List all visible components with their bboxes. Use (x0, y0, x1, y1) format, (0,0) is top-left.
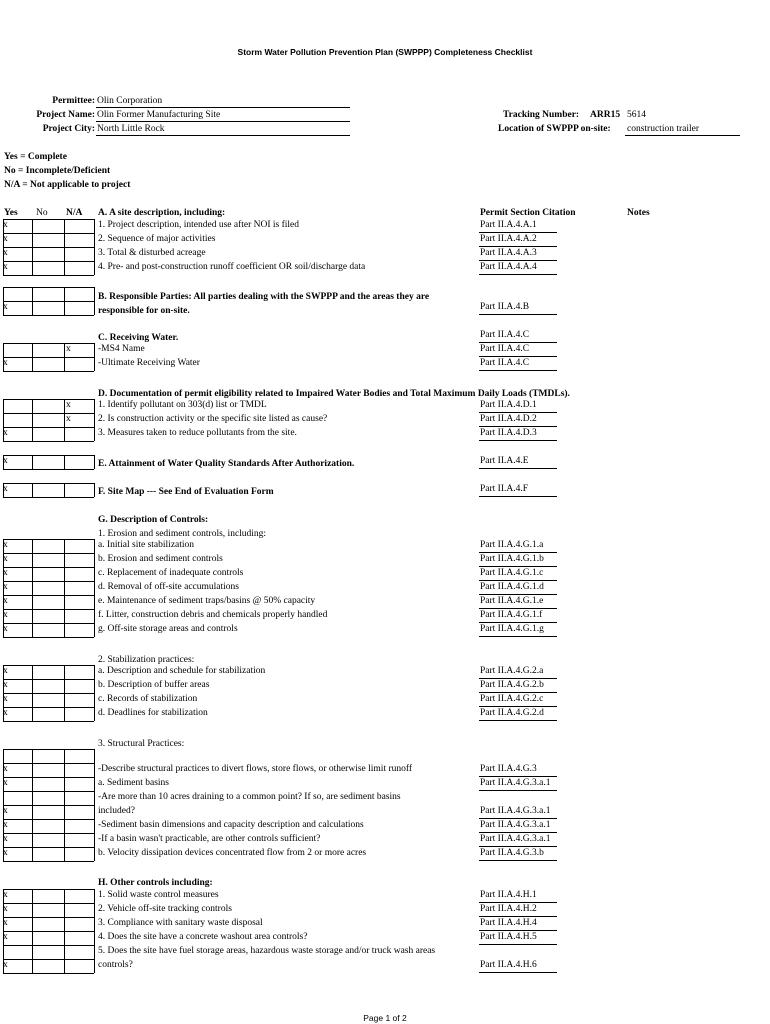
permit-citation: Part II.A.4.G.1.g (480, 624, 544, 634)
location-label: Location of SWPPP on-site: (498, 124, 611, 134)
grid-line (94, 665, 95, 721)
permit-citation: Part II.A.4.G.3.a.1 (480, 778, 551, 788)
permit-citation: Part II.A.4.E (480, 456, 529, 466)
col-notes: Notes (627, 208, 650, 218)
item-text: -If a basin wasn't practicable, are other controls sufficient? (98, 834, 321, 844)
citation-underline (479, 246, 557, 247)
grid-line (3, 763, 94, 764)
yes-mark: x (3, 764, 8, 774)
permit-citation: Part II.A.4.G.3.a.1 (480, 820, 551, 830)
grid-line (3, 497, 94, 498)
item-text: controls? (98, 960, 133, 970)
grid-line (3, 819, 94, 820)
grid-line (32, 483, 33, 497)
permit-citation: Part II.A.4.A.4 (480, 262, 537, 272)
grid-line (3, 889, 94, 890)
grid-line (94, 483, 95, 497)
heading-a: A. A site description, including: (98, 208, 226, 218)
yes-mark: x (3, 680, 8, 690)
permit-citation: Part II.A.4.C (480, 330, 530, 340)
grid-line (3, 357, 94, 358)
item-text: -Sediment basin dimensions and capacity description and calculations (98, 820, 364, 830)
grid-line (3, 287, 94, 288)
yes-mark: x (3, 834, 8, 844)
citation-underline (479, 370, 557, 371)
citation-underline (479, 916, 557, 917)
heading-g: G. Description of Controls: (98, 515, 209, 525)
grid-line (3, 903, 94, 904)
item-text: c. Records of stabilization (98, 694, 198, 704)
permit-citation: Part II.A.4.H.1 (480, 890, 537, 900)
project-city-value: North Little Rock (97, 124, 165, 134)
tracking-label: Tracking Number: (503, 110, 580, 120)
item-text: a. Description and schedule for stabilization (98, 666, 266, 676)
grid-line (3, 665, 94, 666)
citation-underline (479, 972, 557, 973)
heading-b-line1: B. Responsible Parties: All parties dealing with the SWPPP and the areas they are (98, 292, 430, 302)
citation-underline (479, 706, 557, 707)
grid-line (3, 247, 94, 248)
item-text: 2. Sequence of major activities (98, 234, 216, 244)
citation-underline (479, 776, 557, 777)
grid-line (3, 483, 94, 484)
citation-underline (479, 566, 557, 567)
grid-line (3, 945, 94, 946)
location-underline (625, 135, 740, 136)
permit-citation: Part II.A.4.A.3 (480, 248, 537, 258)
permit-citation: Part II.A.4.D.3 (480, 428, 537, 438)
item-text: f. Litter, construction debris and chemicals properly handled (98, 610, 328, 620)
heading-c: C. Receiving Water. (98, 333, 179, 343)
grid-line (94, 399, 95, 441)
grid-line (3, 833, 94, 834)
heading-g2: 2. Stabilization practices: (98, 655, 195, 665)
permit-citation: Part II.A.4.G.2.b (480, 680, 544, 690)
grid-line (3, 749, 94, 750)
citation-underline (479, 790, 557, 791)
col-na: N/A (66, 208, 83, 218)
citation-underline (479, 314, 557, 315)
citation-underline (479, 692, 557, 693)
grid-line (94, 539, 95, 637)
grid-line (3, 371, 94, 372)
grid-line (3, 469, 94, 470)
grid-line (94, 219, 95, 275)
citation-underline (479, 622, 557, 623)
grid-line (3, 539, 94, 540)
col-citation: Permit Section Citation (480, 208, 576, 218)
citation-underline (479, 440, 557, 441)
heading-b-line2: responsible for on-site. (98, 306, 190, 316)
yes-mark: x (3, 624, 8, 634)
citation-underline (479, 608, 557, 609)
item-text: 3. Total & disturbed acreage (98, 248, 206, 258)
grid-line (3, 233, 94, 234)
item-text: 1. Identify pollutant on 303(d) list or TMDL (98, 400, 267, 410)
page-title: Storm Water Pollution Prevention Plan (SWPPP) Completeness Checklist (237, 47, 533, 57)
yes-mark: x (3, 904, 8, 914)
item-text: 3. Compliance with sanitary waste disposal (98, 918, 263, 928)
item-text: e. Maintenance of sediment traps/basins @ 50% capacity (98, 596, 316, 606)
grid-line (3, 637, 94, 638)
permit-citation: Part II.A.4.D.2 (480, 414, 537, 424)
grid-line (94, 889, 95, 973)
grid-line (3, 693, 94, 694)
citation-underline (479, 930, 557, 931)
permit-citation: Part II.A.4.F (480, 484, 529, 494)
grid-line (3, 455, 94, 456)
permit-citation: Part II.A.4.A.1 (480, 220, 537, 230)
grid-line (3, 805, 94, 806)
grid-line (3, 301, 94, 302)
permit-citation: Part II.A.4.D.1 (480, 400, 537, 410)
na-mark: x (66, 414, 71, 424)
yes-mark: x (3, 262, 8, 272)
citation-underline (479, 860, 557, 861)
citation-underline (479, 720, 557, 721)
heading-d: D. Documentation of permit eligibility related to Impaired Water Bodies and Total Maximum Daily Loads (TMDLs). (98, 389, 570, 399)
yes-mark: x (3, 568, 8, 578)
permit-citation: Part II.A.4.H.5 (480, 932, 537, 942)
na-mark: x (66, 400, 71, 410)
grid-line (64, 399, 65, 441)
grid-line (3, 623, 94, 624)
item-text: a. Initial site stabilization (98, 540, 195, 550)
yes-mark: x (3, 806, 8, 816)
yes-mark: x (3, 918, 8, 928)
grid-line (3, 413, 94, 414)
grid-line (3, 973, 94, 974)
yes-mark: x (3, 778, 8, 788)
permit-citation: Part II.A.4.G.1.d (480, 582, 544, 592)
heading-e: E. Attainment of Water Quality Standards After Authorization. (98, 459, 355, 469)
item-text: b. Velocity dissipation devices concentrated flow from 2 or more acres (98, 848, 367, 858)
yes-mark: x (3, 708, 8, 718)
citation-underline (479, 412, 557, 413)
permit-citation: Part II.A.4.G.2.a (480, 666, 544, 676)
legend-yes: Yes = Complete (4, 152, 67, 162)
item-text: -Ultimate Receiving Water (98, 358, 200, 368)
grid-line (3, 275, 94, 276)
yes-mark: x (3, 540, 8, 550)
yes-mark: x (3, 666, 8, 676)
citation-underline (479, 678, 557, 679)
project-city-underline (96, 135, 350, 136)
grid-line (94, 455, 95, 469)
item-text: d. Deadlines for stabilization (98, 708, 208, 718)
permit-citation: Part II.A.4.G.1.c (480, 568, 544, 578)
grid-line (3, 595, 94, 596)
item-text: 2. Vehicle off-site tracking controls (98, 904, 232, 914)
grid-line (3, 777, 94, 778)
yes-mark: x (3, 694, 8, 704)
permit-citation: Part II.A.4.H.4 (480, 918, 537, 928)
permit-citation: Part II.A.4.A.2 (480, 234, 537, 244)
citation-underline (479, 594, 557, 595)
item-text: a. Sediment basins (98, 778, 169, 788)
citation-underline (479, 496, 557, 497)
item-text: 4. Pre- and post-construction runoff coefficient OR soil/discharge data (98, 262, 366, 272)
yes-mark: x (3, 358, 8, 368)
grid-line (3, 427, 94, 428)
project-city-label: Project City: (42, 124, 95, 134)
permit-citation: Part II.A.4.G.3.b (480, 848, 544, 858)
permit-citation: Part II.A.4.B (480, 302, 530, 312)
legend-no: No = Incomplete/Deficient (4, 166, 111, 176)
grid-line (3, 581, 94, 582)
grid-line (32, 399, 33, 441)
grid-line (3, 315, 94, 316)
yes-mark: x (3, 610, 8, 620)
item-text: b. Description of buffer areas (98, 680, 210, 690)
permit-citation: Part II.A.4.G.2.c (480, 694, 544, 704)
col-no: No (36, 208, 48, 218)
item-text: 5. Does the site have fuel storage areas, hazardous waste storage and/or truck wash areas (98, 946, 436, 956)
item-text: b. Erosion and sediment controls (98, 554, 223, 564)
grid-line (32, 455, 33, 469)
citation-underline (479, 468, 557, 469)
grid-line (3, 441, 94, 442)
yes-mark: x (3, 848, 8, 858)
grid-line (3, 721, 94, 722)
citation-underline (479, 818, 557, 819)
citation-underline (479, 342, 557, 343)
heading-f: F. Site Map --- See End of Evaluation Form (98, 487, 274, 497)
grid-line (64, 455, 65, 469)
grid-line (3, 861, 94, 862)
permit-citation: Part II.A.4.C (480, 358, 530, 368)
permit-citation: Part II.A.4.H.6 (480, 960, 537, 970)
grid-line (94, 287, 95, 315)
yes-mark: x (3, 960, 8, 970)
item-text: included? (98, 806, 135, 816)
permit-citation: Part II.A.4.G.1.b (480, 554, 544, 564)
citation-underline (479, 902, 557, 903)
citation-underline (479, 260, 557, 261)
grid-line (3, 707, 94, 708)
location-value: construction trailer (627, 124, 700, 134)
grid-line (3, 399, 94, 400)
col-yes: Yes (4, 208, 18, 218)
permittee-label: Permittee: (52, 96, 95, 106)
legend-na: N/A = Not applicable to project (4, 180, 131, 190)
citation-underline (479, 832, 557, 833)
heading-g1: 1. Erosion and sediment controls, including: (98, 529, 267, 539)
yes-mark: x (3, 428, 8, 438)
grid-line (3, 261, 94, 262)
citation-underline (479, 580, 557, 581)
yes-mark: x (3, 456, 8, 466)
citation-underline (479, 944, 557, 945)
grid-line (3, 917, 94, 918)
permit-citation: Part II.A.4.G.1.a (480, 540, 544, 550)
permit-citation: Part II.A.4.G.1.f (480, 610, 543, 620)
permit-citation: Part II.A.4.G.3.a.1 (480, 806, 551, 816)
grid-line (94, 749, 95, 861)
permit-citation: Part II.A.4.G.1.e (480, 596, 544, 606)
citation-underline (479, 232, 557, 233)
permit-citation: Part II.A.4.G.3 (480, 764, 537, 774)
na-mark: x (66, 344, 71, 354)
item-text: 2. Is construction activity or the specific site listed as cause? (98, 414, 328, 424)
item-text: g. Off-site storage areas and controls (98, 624, 238, 634)
grid-line (3, 609, 94, 610)
yes-mark: x (3, 596, 8, 606)
yes-mark: x (3, 890, 8, 900)
grid-line (3, 343, 94, 344)
grid-line (3, 931, 94, 932)
yes-mark: x (3, 820, 8, 830)
permit-citation: Part II.A.4.G.2.d (480, 708, 544, 718)
yes-mark: x (3, 932, 8, 942)
yes-mark: x (3, 554, 8, 564)
item-text: -Are more than 10 acres draining to a common point? If so, are sediment basins (98, 792, 401, 802)
grid-line (3, 553, 94, 554)
item-text: 4. Does the site have a concrete washout area controls? (98, 932, 308, 942)
project-name-value: Olin Former Manufacturing Site (97, 110, 221, 120)
citation-underline (479, 274, 557, 275)
permit-citation: Part II.A.4.H.2 (480, 904, 537, 914)
grid-line (3, 959, 94, 960)
item-text: d. Removal of off-site accumulations (98, 582, 239, 592)
yes-mark: x (3, 234, 8, 244)
yes-mark: x (3, 302, 8, 312)
item-text: 3. Measures taken to reduce pollutants from the site. (98, 428, 297, 438)
heading-h: H. Other controls including: (98, 878, 213, 888)
page-footer: Page 1 of 2 (363, 1013, 407, 1023)
tracking-number: 5614 (627, 110, 646, 120)
permittee-underline (96, 107, 350, 108)
item-text: 1. Solid waste control measures (98, 890, 219, 900)
yes-mark: x (3, 484, 8, 494)
item-text: -Describe structural practices to divert flows, store flows, or otherwise limit runoff (98, 764, 413, 774)
permit-citation: Part II.A.4.G.3.a.1 (480, 834, 551, 844)
grid-line (3, 847, 94, 848)
citation-underline (479, 636, 557, 637)
project-name-label: Project Name: (36, 110, 95, 120)
citation-underline (479, 426, 557, 427)
yes-mark: x (3, 220, 8, 230)
grid-line (3, 219, 94, 220)
grid-line (3, 791, 94, 792)
grid-line (3, 567, 94, 568)
yes-mark: x (3, 248, 8, 258)
grid-line (3, 679, 94, 680)
permittee-value: Olin Corporation (97, 96, 163, 106)
citation-underline (479, 356, 557, 357)
yes-mark: x (3, 582, 8, 592)
grid-line (64, 483, 65, 497)
tracking-prefix: ARR15 (590, 110, 621, 120)
grid-line (94, 343, 95, 371)
item-text: 1. Project description, intended use after NOI is filed (98, 220, 300, 230)
project-name-underline (96, 121, 350, 122)
item-text: -MS4 Name (98, 344, 145, 354)
citation-underline (479, 552, 557, 553)
heading-g3: 3. Structural Practices: (98, 739, 185, 749)
citation-underline (479, 846, 557, 847)
permit-citation: Part II.A.4.C (480, 344, 530, 354)
item-text: c. Replacement of inadequate controls (98, 568, 244, 578)
